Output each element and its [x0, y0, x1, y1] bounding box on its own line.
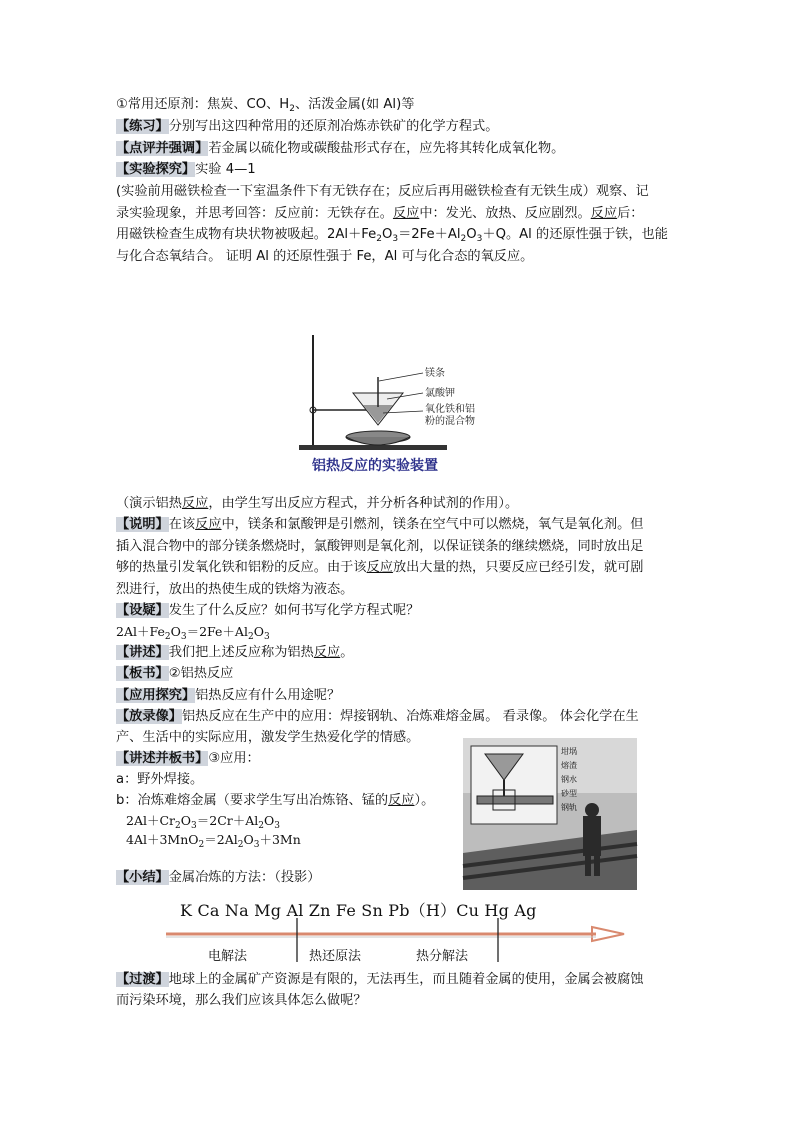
section-tag: 【过渡】 — [116, 972, 169, 987]
label-molten-steel: 钢水 — [561, 775, 577, 784]
text-line: ①常用还原剂：焦炭、CO、$H_2$、活泼金属(如 Al)等 — [116, 97, 415, 114]
text-line: 【小结】金属冶炼的方法：（投影） — [116, 870, 321, 885]
equation: $4Al+3MnO_2=2Al_2O_3+3Mn$ — [126, 832, 301, 850]
method-thermal-decomposition: 热分解法 — [416, 949, 469, 964]
section-tag: 【小结】 — [116, 870, 169, 885]
text-line: 【点评并强调】若金属以硫化物或碳酸盐形式存在，应先将其转化成氧化物。 — [116, 141, 565, 156]
section-tag: 【应用探究】 — [116, 688, 196, 703]
section-tag: 【板书】 — [116, 666, 169, 681]
section-tag: 【实验探究】 — [116, 162, 196, 177]
text-line: 【设疑】发生了什么反应？如何书写化学方程式呢？ — [116, 603, 420, 618]
text-line: （演示铝热反应，由学生写出反应方程式，并分析各种试剂的作用）。 — [116, 496, 519, 511]
text-line: a：野外焊接。 — [116, 772, 204, 787]
text-line: 【练习】分别写出这四种常用的还原剂冶炼赤铁矿的化学方程式。 — [116, 119, 499, 134]
apparatus-diagram — [283, 327, 475, 457]
text-line: 而污染环境，那么我们应该具体怎么做呢？ — [116, 993, 367, 1008]
label-crucible: 坩埚 — [561, 747, 577, 756]
text-line: 【板书】②铝热反应 — [116, 666, 234, 681]
text-line: b：冶炼难熔金属（要求学生写出冶炼铬、锰的反应）。 — [116, 793, 435, 808]
text-line: 【过渡】地球上的金属矿产资源是有限的，无法再生，而且随着金属的使用，金属会被腐蚀 — [116, 972, 644, 987]
section-tag: 【说明】 — [116, 517, 169, 532]
label-mixture-line1: 氧化铁和铝 — [425, 404, 475, 415]
label-magnesium-ribbon: 镁条 — [425, 368, 445, 379]
text-line: 用磁铁检查生成物有块状物被吸起。$2Al+Fe_2O_3=2Fe+Al_2O_3+Q$。Al 的还原性强于铁，也能 — [116, 227, 668, 244]
text-line: 【应用探究】铝热反应有什么用途呢？ — [116, 688, 341, 703]
text-line: 【实验探究】实验 4—1 — [116, 162, 256, 177]
equation: $2Al+Fe_2O_3=2Fe+Al_2O_3$ — [116, 624, 270, 642]
text-line: 够的热量引发氧化铁和铝粉的反应。由于该反应放出大量的热，只要反应已经引发，就可剧 — [116, 560, 644, 575]
label-slag: 熔渣 — [561, 761, 577, 770]
text-line: 产、生活中的实际应用，激发学生热爱化学的情感。 — [116, 730, 420, 745]
equation: $2Al+Cr_2O_3=2Cr+Al_2O_3$ — [126, 813, 280, 831]
text-line: 与化合态氧结合。 证明 Al 的还原性强于 Fe，Al 可与化合态的氧反应。 — [116, 249, 534, 264]
section-tag: 【讲述并板书】 — [116, 751, 209, 766]
text-line: 【说明】在该反应中，镁条和氯酸钾是引燃剂，镁条在空气中可以燃烧，氧气是氧化剂。但 — [116, 517, 644, 532]
section-tag: 【练习】 — [116, 119, 169, 134]
section-tag: 【点评并强调】 — [116, 141, 209, 156]
figure-caption: 铝热反应的实验装置 — [312, 458, 438, 474]
label-mixture-line2: 粉的混合物 — [425, 416, 475, 427]
text-line: 【放录像】铝热反应在生产中的应用：焊接钢轨、冶炼难熔金属。 看录像。 体会化学在生 — [116, 709, 639, 724]
thermite-apparatus-figure — [283, 327, 475, 475]
text-line: 插入混合物中的部分镁条燃烧时，氯酸钾则是氧化剂，以保证镁条的继续燃烧，同时放出足 — [116, 539, 644, 554]
method-electrolysis: 电解法 — [208, 949, 248, 964]
metal-activity-series — [166, 896, 626, 966]
metal-symbols: K Ca Na Mg Al Zn Fe Sn Pb（H）Cu Hg Ag — [180, 901, 537, 920]
method-thermal-reduction: 热还原法 — [309, 949, 362, 964]
label-sand-mold: 砂型 — [561, 789, 577, 798]
text-line: 录实验现象，并思考回答：反应前：无铁存在。反应中：发光、放热、反应剧烈。反应后： — [116, 206, 644, 221]
text-line: 【讲述】我们把上述反应称为铝热反应。 — [116, 645, 354, 660]
section-tag: 【放录像】 — [116, 709, 182, 724]
section-tag: 【设疑】 — [116, 603, 169, 618]
text-line: (实验前用磁铁检查一下室温条件下有无铁存在；反应后再用磁铁检查有无铁生成）观察、记 — [116, 184, 649, 199]
text-line: 【讲述并板书】③应用： — [116, 751, 260, 766]
label-rail: 钢轨 — [561, 803, 577, 812]
label-potassium-chlorate: 氯酸钾 — [425, 388, 455, 399]
section-tag: 【讲述】 — [116, 645, 169, 660]
text-line: 烈进行，放出的热使生成的铁熔为液态。 — [116, 582, 354, 597]
